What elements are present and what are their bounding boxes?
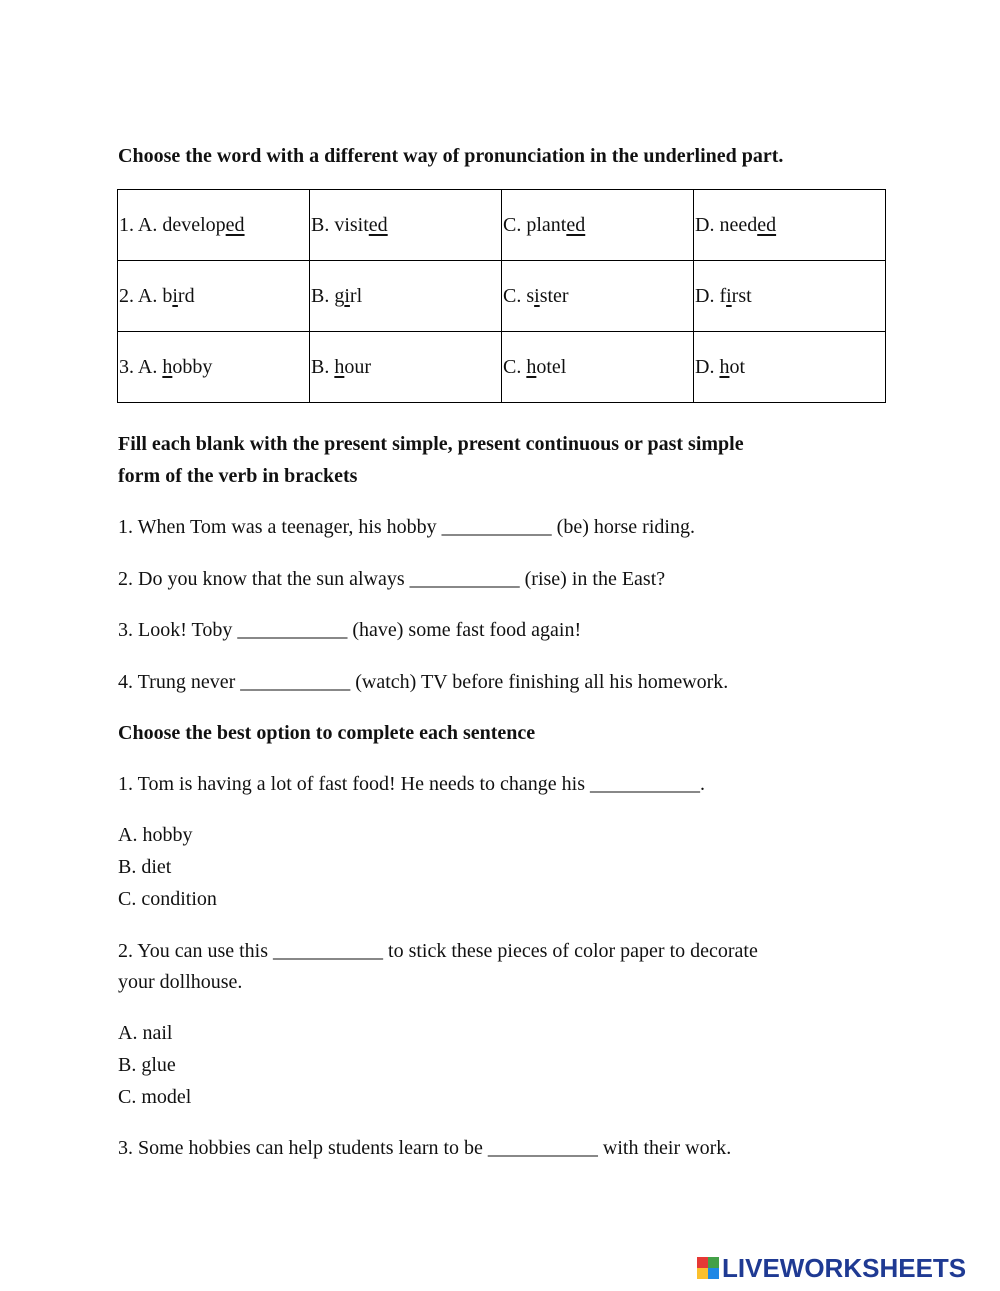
table-cell: 1. A. developed (118, 190, 310, 261)
table-cell: B. hour (310, 332, 502, 403)
section1-heading: Choose the word with a different way of pronunciation in the underlined part. (118, 145, 784, 167)
section3-heading: Choose the best option to complete each sentence (118, 722, 536, 744)
question-1: 1. Tom is having a lot of fast food! He needs to change his ___________. (118, 773, 706, 795)
table-cell: 2. A. bird (118, 261, 310, 332)
fill-blank-item-2: 2. Do you know that the sun always ___________ (rise) in the East? (118, 568, 666, 590)
table-cell: D. needed (694, 190, 886, 261)
section2-heading-line2: form of the verb in brackets (118, 465, 358, 487)
question-3: 3. Some hobbies can help students learn to be ___________ with their work. (118, 1137, 732, 1159)
table-cell: D. first (694, 261, 886, 332)
table-row (118, 261, 886, 332)
q2-option-c: C. model (118, 1086, 192, 1108)
table-cell: C. hotel (502, 332, 694, 403)
fill-blank-item-3: 3. Look! Toby ___________ (have) some fast food again! (118, 619, 582, 641)
liveworksheets-logo (697, 1253, 966, 1283)
table-cell: C. planted (502, 190, 694, 261)
logo-blocks-icon (697, 1257, 719, 1279)
q1-option-b: B. diet (118, 856, 172, 878)
question-2-line2: your dollhouse. (118, 971, 243, 993)
table-cell: B. visited (310, 190, 502, 261)
section2-heading-line1: Fill each blank with the present simple, present continuous or past simple (118, 433, 744, 455)
table-cell: D. hot (694, 332, 886, 403)
logo-text: LIVEWORKSHEETS (722, 1252, 967, 1283)
table-cell: C. sister (502, 261, 694, 332)
q2-option-b: B. glue (118, 1054, 176, 1076)
table-row (118, 190, 886, 261)
table-cell: B. girl (310, 261, 502, 332)
table-row (118, 332, 886, 403)
table-cell: 3. A. hobby (118, 332, 310, 403)
question-2-line1: 2. You can use this ___________ to stick these pieces of color paper to decorate (118, 940, 758, 962)
q1-option-c: C. condition (118, 888, 217, 910)
pronunciation-table (117, 189, 886, 403)
fill-blank-item-1: 1. When Tom was a teenager, his hobby ___________ (be) horse riding. (118, 516, 695, 538)
q2-option-a: A. nail (118, 1022, 173, 1044)
q1-option-a: A. hobby (118, 824, 193, 846)
fill-blank-item-4: 4. Trung never ___________ (watch) TV before finishing all his homework. (118, 671, 729, 693)
